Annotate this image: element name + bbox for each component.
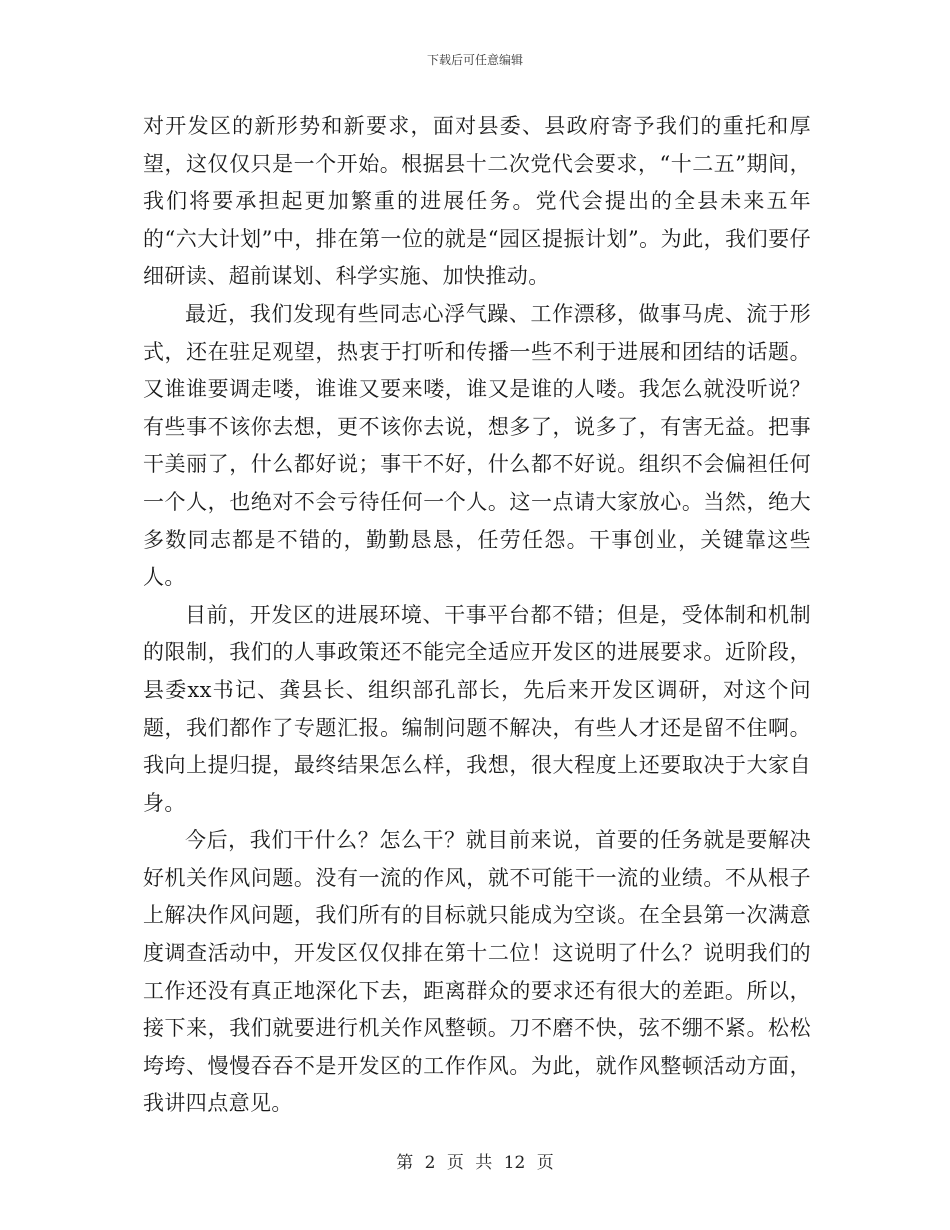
document-body [143, 108, 811, 1123]
paragraph-continued: 对开发区的新形势和新要求，面对县委、县政府寄予我们的重托和厚望，这仅仅只是一个开始。根据县十二次党代会要求，“十二五”期间，我们将要承担起更加繁重的进展任务。党代会提出的全县未来五年的“六大计划”中，排在第一位的就是“园区提振计划”。为此，我们要仔细研读、超前谋划、科学实施、加快推动。 [143, 114, 811, 289]
paragraph: 最近，我们发现有些同志心浮气躁、工作漂移，做事马虎、流于形式，还在驻足观望，热衷于打听和传播一些不利于进展和团结的话题。又谁谁要调走喽，谁谁又要来喽，谁又是谁的人喽。我怎么就没听说？有些事不该你去想，更不该你去说，想多了，说多了，有害无益。把事干美丽了，什么都好说；事干不好，什么都不好说。组织不会偏袒任何一个人，也绝对不会亏待任何一个人。这一点请大家放心。当然，绝大多数同志都是不错的，勤勤恳恳，任劳任怨。干事创业，关键靠这些人。 [143, 301, 811, 590]
paragraph: 目前，开发区的进展环境、干事平台都不错；但是，受体制和机制的限制，我们的人事政策还不能完全适应开发区的进展要求。近阶段，县委xx书记、龚县长、组织部孔部长，先后来开发区调研，对这个问题，我们都作了专题汇报。编制问题不解决，有些人才还是留不住啊。我向上提归提，最终结果怎么样，我想，很大程度上还要取决于大家自身。 [143, 602, 811, 815]
page-header: 下载后可任意编辑 [426, 53, 523, 67]
page-number-footer: 第 2 页 共 12 页 [396, 1153, 554, 1173]
paragraph: 今后，我们干什么？怎么干？就目前来说，首要的任务就是要解决好机关作风问题。没有一流的作风，就不可能干一流的业绩。不从根子上解决作风问题，我们所有的目标就只能成为空谈。在全县第一次满意度调查活动中，开发区仅仅排在第十二位！这说明了什么？说明我们的工作还没有真正地深化下去，距离群众的要求还有很大的差距。所以，接下来，我们就要进行机关作风整顿。刀不磨不快，弦不绷不紧。松松垮垮、慢慢吞吞不是开发区的工作作风。为此，就作风整顿活动方面，我讲四点意见。 [143, 828, 811, 1116]
